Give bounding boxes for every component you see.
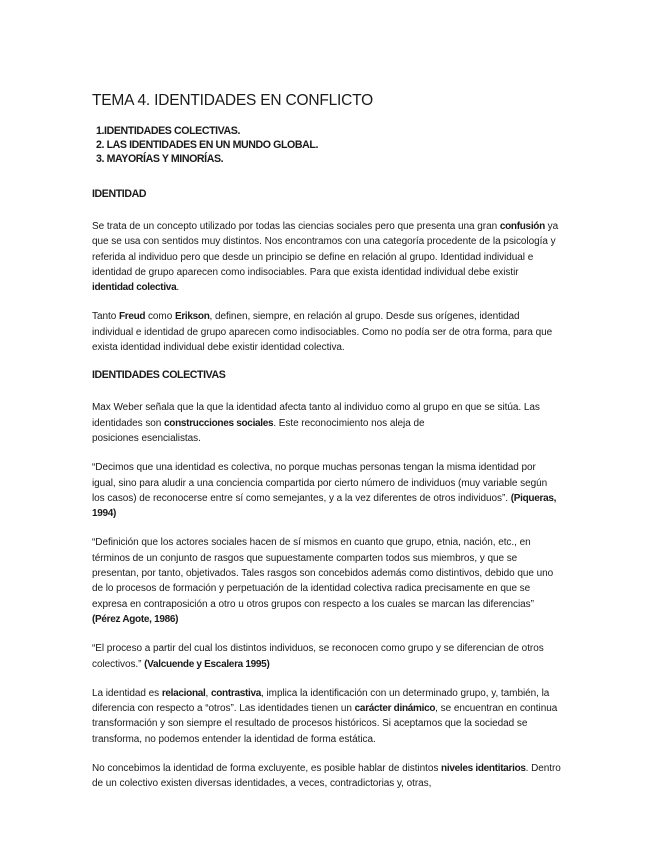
topic-item: 3. MAYORÍAS Y MINORÍAS. (96, 153, 224, 165)
paragraph: Max Weber señala que la que la identidad afecta tanto al individuo como al grupo en que se sitúa. Las identidades son construcciones sociales. Este reconocimiento nos aleja de posiciones esencialistas. (92, 402, 540, 444)
paragraph: No concebimos la identidad de forma excluyente, es posible hablar de distintos niveles identitarios. Dentro de un colectivo existen diversas identidades, a veces, contradictorias y, otras, (92, 763, 561, 790)
topic-item: 2. LAS IDENTIDADES EN UN MUNDO GLOBAL. (96, 139, 318, 151)
page-title: TEMA 4. IDENTIDADES EN CONFLICTO (92, 92, 373, 109)
quote: “El proceso a partir del cual los distintos individuos, se reconocen como grupo y se diferencian de otros colectivos.” (Valcuende y Escalera 1995) (92, 643, 544, 670)
paragraph: Tanto Freud como Erikson, definen, siempre, en relación al grupo. Desde sus orígenes, identidad individual e identidad de grupo aparecen como indisociables. Como no podía ser de otra forma, para que exista identidad individual debe existir identidad colectiva. (92, 311, 553, 354)
quote: “Definición que los actores sociales hacen de sí mismos en cuanto que grupo, etnia, nación, etc., en términos de un conjunto de rasgos que supuestamente comparten todos sus miembros, y que se presentan, por tanto, objetivados. Tales rasgos son concebidos además como distintivos, debido que uno de lo procesos de formación y perpetuación de la identidad colectiva radica precisamente en que se expresa en contraposición a otro u otros grupos con respecto a los cuales se marcan las diferencias” (Pérez Agote, 1986) (92, 537, 554, 625)
paragraph: La identidad es relacional, contrastiva, implica la identificación con un determinado grupo, y, también, la diferencia con respecto a “otros”. Las identidades tienen un carácter dinámico, se encuentran en continua transformación y son siempre el resultado de procesos históricos. Si aceptamos que la sociedad se transforma, no podemos entender la identidad de forma estática. (92, 687, 558, 745)
paragraph: Se trata de un concepto utilizado por todas las ciencias sociales pero que presenta una gran confusión ya que se usa con sentidos muy distintos. Nos encontramos con una categoría procedente de la psicología y referida al individuo pero que desde un principio se define en relación al grupo. Identidad individual e identidad de grupo aparecen como indisociables. Para que exista identidad individual debe existir identidad colectiva. (92, 221, 559, 294)
section-heading-identidad: IDENTIDAD (92, 188, 147, 200)
topic-list (96, 124, 655, 166)
topic-item: 1.IDENTIDADES COLECTIVAS. (96, 125, 241, 137)
section-heading-identidades-colectivas: IDENTIDADES COLECTIVAS (92, 369, 226, 382)
quote: “Decimos que una identidad es colectiva, no porque muchas personas tengan la misma identidad por igual, sino para aludir a una conciencia compartida por cierto número de individuos (muy variable según los casos) de reconocerse entre sí como semejantes, y a la vez diferentes de otros individuos”. (Piqueras, 1994) (92, 462, 557, 520)
